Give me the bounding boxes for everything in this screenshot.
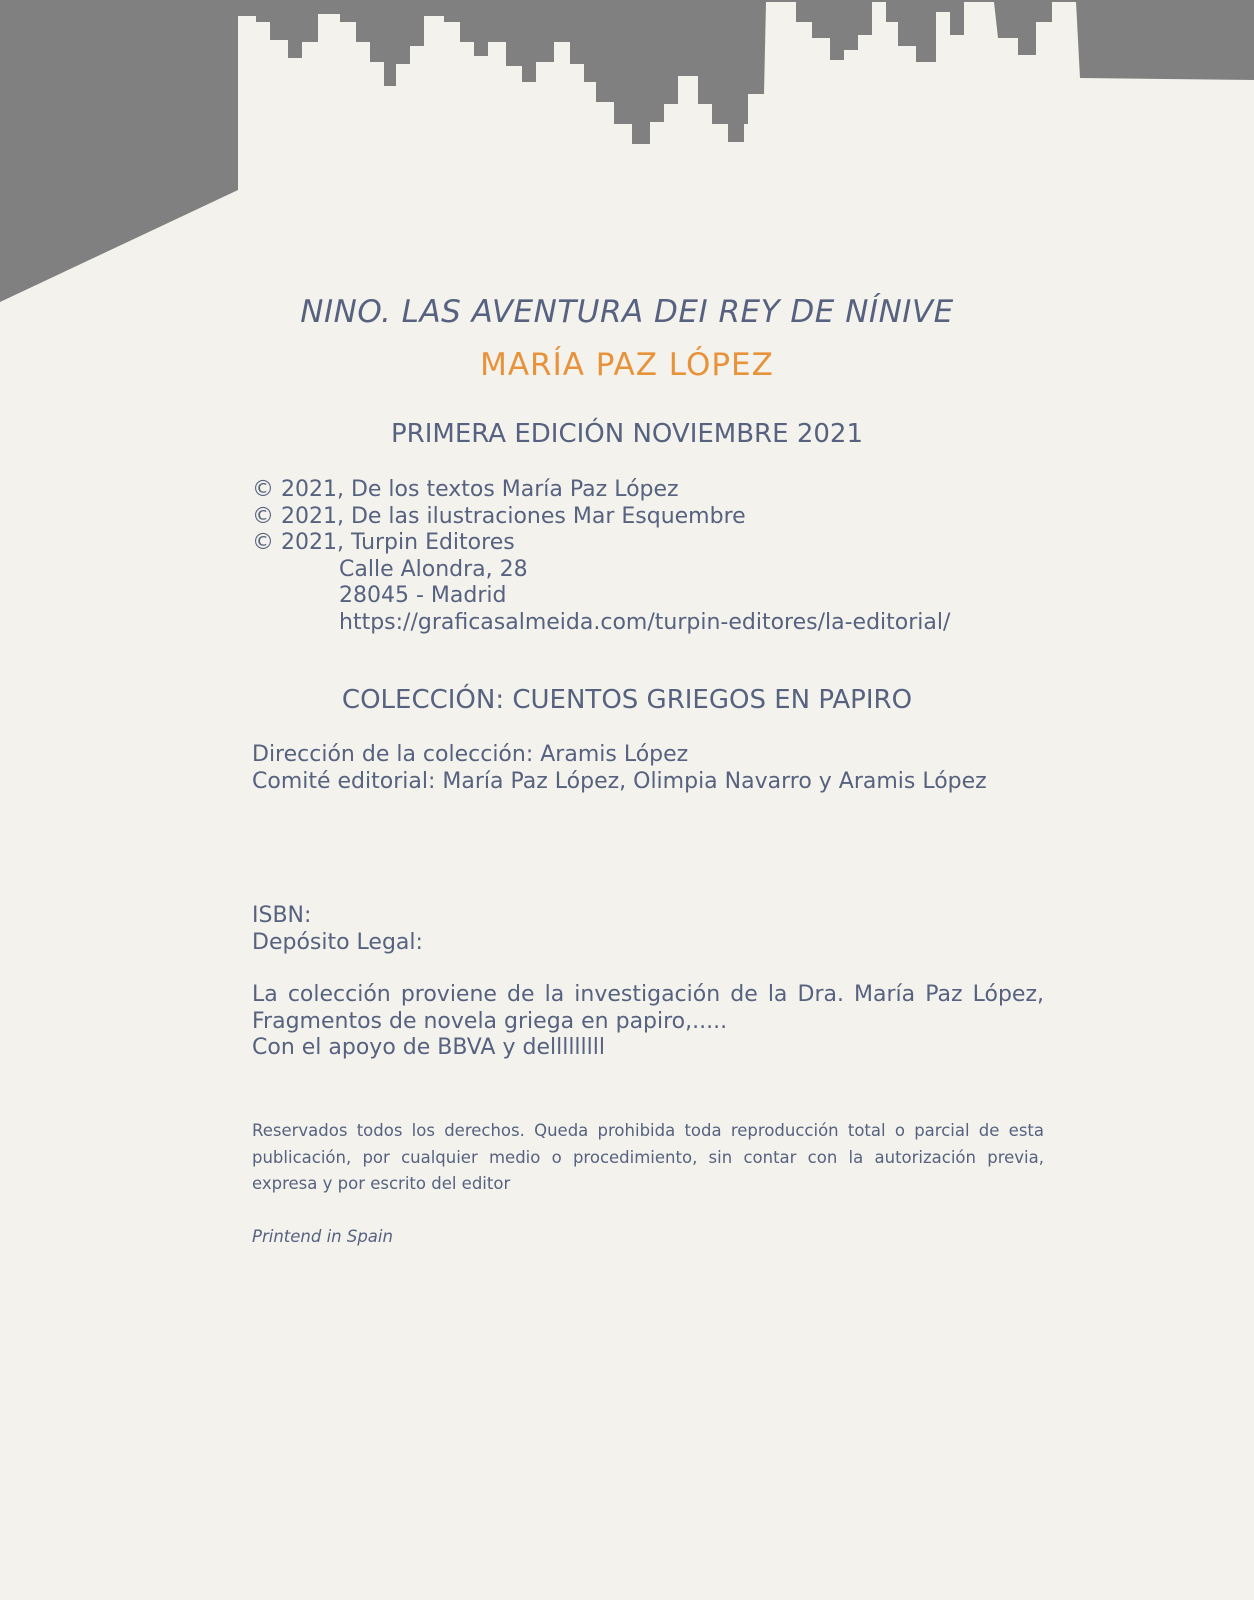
collection-credits	[252, 742, 1044, 795]
editorial-committee: Comité editorial: María Paz López, Olimpia Navarro y Aramis López	[252, 768, 987, 794]
publisher-street: Calle Alondra, 28	[339, 556, 528, 582]
legal-deposit-label: Depósito Legal:	[252, 929, 423, 955]
edition-line: PRIMERA EDICIÓN NOVIEMBRE 2021	[391, 419, 863, 449]
collection-note	[252, 982, 1044, 1062]
note-line: Con el apoyo de BBVA y delllllllll	[252, 1035, 605, 1060]
note-line: La colección proviene de la investigación de la Dra. María Paz López,	[252, 982, 1044, 1007]
skyline-silhouette	[0, 0, 1254, 302]
book-title: NINO. LAS AVENTURA DEI REY DE NÍNIVE	[300, 294, 954, 330]
rights-reserved-notice: Reservados todos los derechos. Queda prohibida toda reproducción total o parcial de esta publicación, por cualquier medio o procedimiento, sin contar con la autorización previa, expresa y por escrito del editor	[252, 1121, 1044, 1193]
printed-in-notice: Printend in Spain	[252, 1227, 393, 1246]
copyright-publisher: © 2021, Turpin Editores	[252, 530, 515, 555]
isbn-label: ISBN:	[252, 903, 312, 928]
collection-direction: Dirección de la colección: Aramis López	[252, 742, 689, 767]
collection-heading: COLECCIÓN: CUENTOS GRIEGOS EN PAPIRO	[341, 685, 913, 715]
skyline-illustration	[0, 0, 1254, 310]
book-author: MARÍA PAZ LÓPEZ	[480, 347, 774, 383]
publisher-city: 28045 - Madrid	[339, 583, 507, 608]
copyright-texts: © 2021, De los textos María Paz López	[252, 477, 679, 502]
note-line: Fragmentos de novela griega en papiro,.....	[252, 1008, 728, 1034]
identifiers-block	[252, 903, 1044, 956]
copyright-block	[252, 477, 1044, 636]
publisher-website-link[interactable]: https://graficasalmeida.com/turpin-editores/la-editorial/	[339, 609, 951, 635]
copyright-illustrations: © 2021, De las ilustraciones Mar Esquembre	[252, 503, 746, 529]
